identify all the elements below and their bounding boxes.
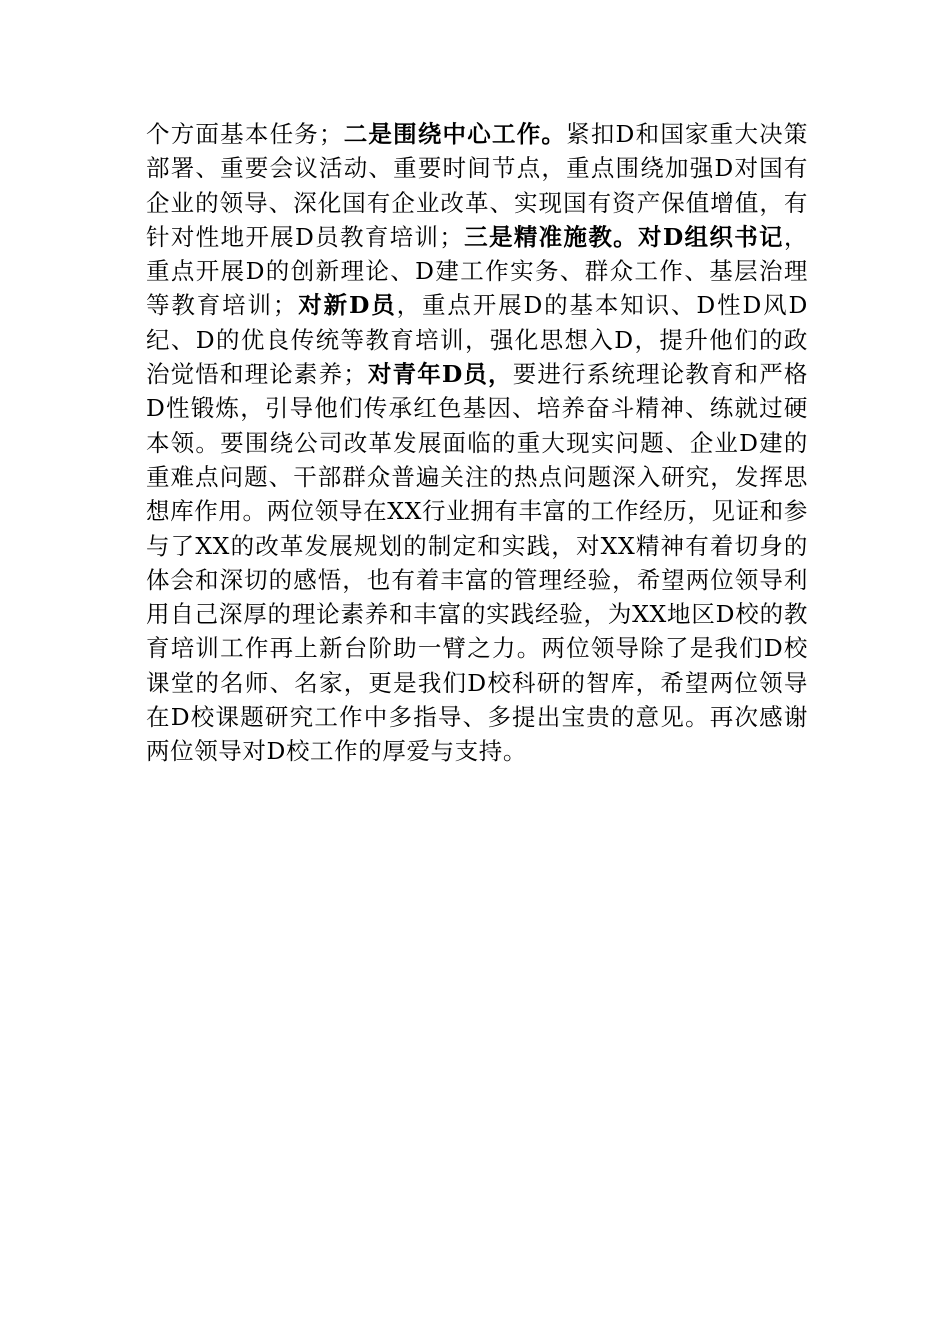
bold-heading-segment: 对青年D员， — [367, 360, 513, 389]
text-segment: 个方面基本任务； — [146, 120, 344, 148]
text-segment: 要进行系统理论教育和严格D性锻炼，引导他们传承红色基因、培养奋斗精神、练就过硬本领。要围绕公司改革发展面临的重大现实问题、企业D建的重难点问题、干部群众普遍关注的热点问题深入研究，发挥思想库作用。两位领导在XX行业拥有丰富的工作经历，见证和参与了XX的改革发展规划的制定和实践，对XX精神有着切身的体会和深切的感悟，也有着丰富的管理经验，希望两位领导利用自己深厚的理论素养和丰富的实践经验，为XX地区D校的教育培训工作再上新台阶助一臂之力。两位领导除了是我们D校课堂的名师、名家，更是我们D校科研的智库，希望两位领导在D校课题研究工作中多指导、多提出宝贵的意见。再次感谢两位领导对D校工作的厚爱与支持。 — [146, 360, 808, 766]
bold-heading-segment: 二是围绕中心工作。 — [343, 120, 567, 148]
bold-heading-segment: 对新D员 — [296, 291, 397, 320]
bold-heading-segment: 三是精准施教。对D组织书记 — [463, 222, 784, 251]
body-paragraph — [146, 117, 808, 769]
text-segment: 紧扣D和国家重大决策部署、重要会议活动、重要时间节点，重点围绕加强D对国有企业的领导、深化国有企业改革、实现国有资产保值增值，有针对性地开展D员教育培训； — [146, 120, 808, 251]
text-segment: ，重点开展D的基本知识、D性D风D纪、D的优良传统等教育培训，强化思想入D，提升他们的政治觉悟和理论素养； — [146, 291, 808, 389]
text-segment: ，重点开展D的创新理论、D建工作实务、群众工作、基层治理等教育培训； — [146, 222, 808, 320]
